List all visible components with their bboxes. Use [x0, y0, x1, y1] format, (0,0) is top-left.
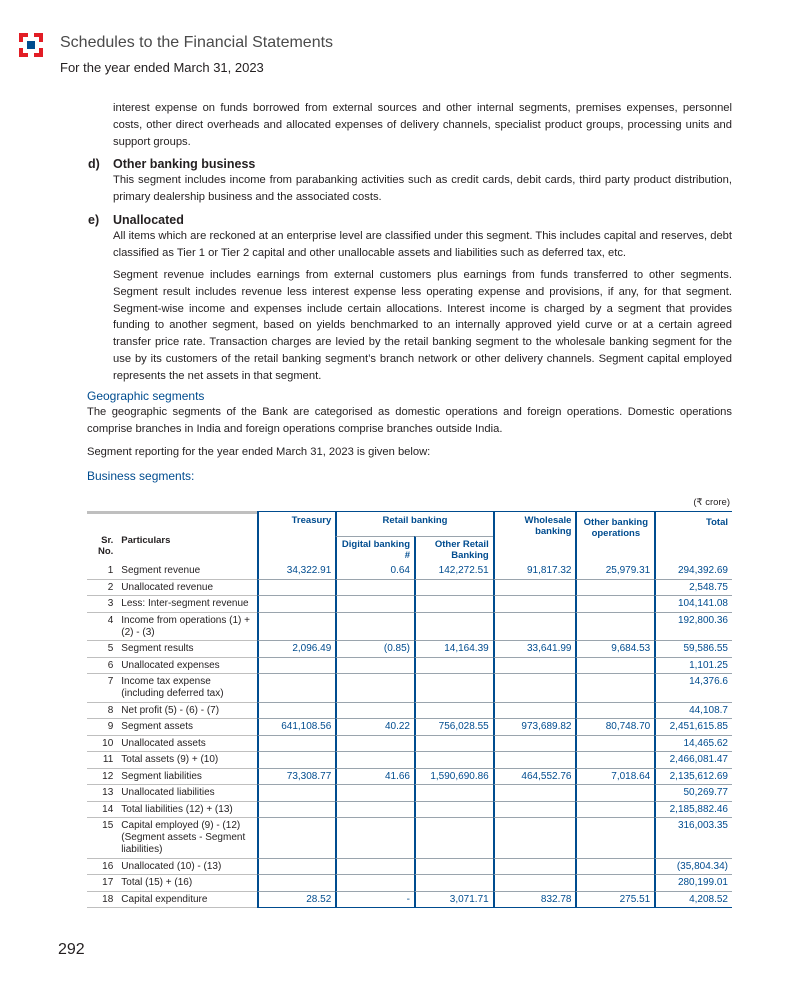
cell-total: 59,586.55: [654, 641, 732, 658]
row-particular: Segment results: [117, 641, 256, 658]
cell-treasury: [257, 875, 336, 892]
table-row: [87, 769, 732, 786]
row-particular: Income from operations (1) + (2) - (3): [117, 613, 256, 642]
cell-other-banking: [575, 785, 654, 802]
row-particular: Segment assets: [117, 719, 256, 736]
col-other-retail: Other Retail Banking: [414, 536, 493, 563]
col-sr-no: Sr. No.: [87, 511, 117, 563]
row-particular: Total (15) + (16): [117, 875, 256, 892]
cell-digital: [335, 752, 414, 769]
table-row: [87, 658, 732, 675]
cell-total: 1,101.25: [654, 658, 732, 675]
cell-other-retail: [414, 613, 493, 642]
table-row: [87, 802, 732, 819]
cell-other-banking: 25,979.31: [575, 563, 654, 580]
cell-other-retail: [414, 752, 493, 769]
cell-treasury: 34,322.91: [257, 563, 336, 580]
cell-other-retail: 1,590,690.86: [414, 769, 493, 786]
cell-digital: [335, 859, 414, 876]
cell-wholesale: [493, 736, 576, 753]
cell-total: 44,108.7: [654, 703, 732, 720]
table-row: [87, 596, 732, 613]
cell-digital: (0.85): [335, 641, 414, 658]
row-particular: Income tax expense (including deferred tax): [117, 674, 256, 703]
cell-total: 316,003.35: [654, 818, 732, 859]
cell-digital: [335, 802, 414, 819]
row-particular: Net profit (5) - (6) - (7): [117, 703, 256, 720]
cell-treasury: [257, 802, 336, 819]
cell-other-banking: [575, 580, 654, 597]
cell-total: 294,392.69: [654, 563, 732, 580]
row-particular: Total assets (9) + (10): [117, 752, 256, 769]
geographic-segments-heading: Geographic segments: [87, 389, 205, 403]
cell-treasury: [257, 703, 336, 720]
cell-other-retail: 14,164.39: [414, 641, 493, 658]
cell-other-banking: [575, 658, 654, 675]
cell-treasury: 73,308.77: [257, 769, 336, 786]
row-sr-no: 15: [87, 818, 117, 859]
table-row: [87, 859, 732, 876]
section-d-title: Other banking business: [113, 157, 256, 171]
cell-other-banking: [575, 875, 654, 892]
cell-treasury: [257, 752, 336, 769]
section-e-title: Unallocated: [113, 213, 184, 227]
table-row: [87, 674, 732, 703]
cell-wholesale: [493, 658, 576, 675]
cell-total: 2,451,615.85: [654, 719, 732, 736]
cell-digital: [335, 875, 414, 892]
table-row: [87, 641, 732, 658]
cell-other-banking: [575, 818, 654, 859]
cell-other-retail: [414, 785, 493, 802]
cell-wholesale: 464,552.76: [493, 769, 576, 786]
cell-other-banking: 80,748.70: [575, 719, 654, 736]
row-sr-no: 17: [87, 875, 117, 892]
table-body: [87, 563, 732, 908]
page-header-subtitle: For the year ended March 31, 2023: [60, 60, 264, 75]
cell-wholesale: [493, 752, 576, 769]
cell-wholesale: [493, 818, 576, 859]
currency-unit: (₹ crore): [693, 497, 730, 508]
row-sr-no: 13: [87, 785, 117, 802]
cell-total: 2,135,612.69: [654, 769, 732, 786]
cell-wholesale: [493, 580, 576, 597]
cell-total: 280,199.01: [654, 875, 732, 892]
cell-digital: [335, 674, 414, 703]
section-e-letter: e): [88, 213, 100, 227]
row-sr-no: 14: [87, 802, 117, 819]
row-sr-no: 7: [87, 674, 117, 703]
cell-other-banking: [575, 613, 654, 642]
cell-wholesale: [493, 703, 576, 720]
col-treasury: Treasury: [257, 511, 336, 563]
cell-digital: [335, 580, 414, 597]
cell-treasury: [257, 674, 336, 703]
row-particular: Capital employed (9) - (12) (Segment assets - Segment liabilities): [117, 818, 256, 859]
segment-reporting-text: Segment reporting for the year ended March 31, 2023 is given below:: [87, 446, 431, 458]
cell-total: 2,185,882.46: [654, 802, 732, 819]
cell-total: 4,208.52: [654, 892, 732, 909]
table-row: [87, 703, 732, 720]
cell-other-banking: [575, 752, 654, 769]
cell-total: 14,376.6: [654, 674, 732, 703]
row-sr-no: 8: [87, 703, 117, 720]
col-wholesale: Wholesale banking: [493, 511, 576, 563]
cell-treasury: [257, 785, 336, 802]
cell-wholesale: 832.78: [493, 892, 576, 909]
cell-wholesale: 33,641.99: [493, 641, 576, 658]
table-row: [87, 875, 732, 892]
row-particular: Unallocated liabilities: [117, 785, 256, 802]
cell-digital: [335, 785, 414, 802]
row-particular: Unallocated (10) - (13): [117, 859, 256, 876]
cell-wholesale: [493, 613, 576, 642]
col-digital-banking: Digital banking #: [335, 536, 414, 563]
section-d-letter: d): [88, 157, 100, 171]
row-sr-no: 10: [87, 736, 117, 753]
business-segments-table: [87, 511, 732, 908]
cell-wholesale: [493, 802, 576, 819]
table-row: [87, 580, 732, 597]
row-sr-no: 9: [87, 719, 117, 736]
row-sr-no: 12: [87, 769, 117, 786]
cell-total: 14,465.62: [654, 736, 732, 753]
table-row: [87, 613, 732, 642]
cell-total: 50,269.77: [654, 785, 732, 802]
row-sr-no: 6: [87, 658, 117, 675]
cell-other-banking: 7,018.64: [575, 769, 654, 786]
cell-other-retail: 756,028.55: [414, 719, 493, 736]
cell-treasury: [257, 658, 336, 675]
cell-other-banking: [575, 802, 654, 819]
cell-wholesale: [493, 674, 576, 703]
cell-treasury: [257, 859, 336, 876]
cell-other-retail: 142,272.51: [414, 563, 493, 580]
cell-digital: [335, 703, 414, 720]
row-sr-no: 3: [87, 596, 117, 613]
cell-total: 2,466,081.47: [654, 752, 732, 769]
cell-digital: [335, 736, 414, 753]
cell-other-retail: [414, 596, 493, 613]
row-sr-no: 1: [87, 563, 117, 580]
row-sr-no: 11: [87, 752, 117, 769]
business-segments-heading: Business segments:: [87, 469, 195, 483]
cell-treasury: [257, 580, 336, 597]
row-particular: Segment revenue: [117, 563, 256, 580]
bank-logo-icon: [19, 33, 43, 57]
cell-digital: [335, 658, 414, 675]
row-particular: Unallocated expenses: [117, 658, 256, 675]
cell-other-retail: [414, 859, 493, 876]
cell-wholesale: [493, 875, 576, 892]
cell-digital: 41.66: [335, 769, 414, 786]
cell-wholesale: [493, 859, 576, 876]
cell-treasury: 28.52: [257, 892, 336, 909]
row-sr-no: 16: [87, 859, 117, 876]
cell-digital: [335, 596, 414, 613]
cell-other-banking: [575, 596, 654, 613]
table-row: [87, 892, 732, 909]
section-e-text: All items which are reckoned at an enterprise level are classified under this segment. This includes capital and reserves, debt classified as Tier 1 or Tier 2 capital and other unallocable assets and liabilities such as deferred tax, etc.: [113, 230, 732, 259]
table-row: [87, 785, 732, 802]
page-header-title: Schedules to the Financial Statements: [60, 34, 334, 51]
cell-total: (35,804.34): [654, 859, 732, 876]
cell-treasury: [257, 736, 336, 753]
table-row: [87, 719, 732, 736]
row-particular: Capital expenditure: [117, 892, 256, 909]
cell-other-banking: [575, 736, 654, 753]
table-row: [87, 752, 732, 769]
table-row: [87, 563, 732, 580]
cell-other-retail: [414, 802, 493, 819]
cell-other-retail: [414, 658, 493, 675]
cell-treasury: [257, 818, 336, 859]
cell-wholesale: 973,689.82: [493, 719, 576, 736]
cell-digital: 40.22: [335, 719, 414, 736]
cell-other-retail: [414, 736, 493, 753]
col-retail-banking: Retail banking: [335, 511, 492, 536]
col-particulars: Particulars: [117, 511, 256, 563]
row-sr-no: 18: [87, 892, 117, 909]
row-sr-no: 2: [87, 580, 117, 597]
table-row: [87, 818, 732, 859]
row-particular: Total liabilities (12) + (13): [117, 802, 256, 819]
row-particular: Unallocated assets: [117, 736, 256, 753]
row-sr-no: 4: [87, 613, 117, 642]
segment-description: Segment revenue includes earnings from external customers plus earnings from funds transferred to other segments. Segment result includes revenue less interest expense less operating expense and provisions, if any, for that segment. Segment-wise income and expenses include certain allocations. Interest income is charged by a segment that provides funding to another segment, based on yields benchmarked to an internally approved yield curve or at a certain agreed transfer price rate. Transaction charges are levied by the retail banking segment to the wholesale banking segment for the use by its customers of the retail banking segment’s branch network or other delivery channels. Segment capital employed represents the net assets in that segment.: [113, 269, 732, 382]
paragraph-interest-expense: interest expense on funds borrowed from external sources and other internal segments, premises expenses, personnel costs, other direct overheads and allocated expenses of delivery channels, specialist product groups, processing units and support groups.: [113, 102, 732, 148]
cell-other-banking: [575, 703, 654, 720]
cell-other-banking: 275.51: [575, 892, 654, 909]
cell-other-retail: [414, 674, 493, 703]
cell-digital: [335, 818, 414, 859]
cell-wholesale: 91,817.32: [493, 563, 576, 580]
table-row: [87, 736, 732, 753]
cell-other-retail: [414, 875, 493, 892]
cell-treasury: 2,096.49: [257, 641, 336, 658]
row-particular: Segment liabilities: [117, 769, 256, 786]
cell-other-retail: [414, 580, 493, 597]
row-particular: Unallocated revenue: [117, 580, 256, 597]
cell-digital: [335, 613, 414, 642]
cell-digital: 0.64: [335, 563, 414, 580]
cell-total: 2,548.75: [654, 580, 732, 597]
cell-total: 192,800.36: [654, 613, 732, 642]
cell-treasury: 641,108.56: [257, 719, 336, 736]
cell-other-banking: [575, 674, 654, 703]
page-number: 292: [58, 941, 85, 958]
cell-treasury: [257, 613, 336, 642]
cell-other-banking: [575, 859, 654, 876]
cell-other-retail: [414, 818, 493, 859]
col-total: Total: [654, 511, 732, 563]
col-other-banking: Other banking operations: [575, 511, 654, 563]
cell-digital: -: [335, 892, 414, 909]
cell-other-retail: [414, 703, 493, 720]
cell-wholesale: [493, 785, 576, 802]
geographic-segments-text: The geographic segments of the Bank are categorised as domestic operations and foreign operations. Domestic operations comprise branches in India and foreign operations comprise branches outside India.: [87, 406, 732, 435]
row-sr-no: 5: [87, 641, 117, 658]
cell-total: 104,141.08: [654, 596, 732, 613]
cell-wholesale: [493, 596, 576, 613]
cell-treasury: [257, 596, 336, 613]
section-d-text: This segment includes income from parabanking activities such as credit cards, debit cards, third party product distribution, primary dealership business and the associated costs.: [113, 174, 732, 203]
row-particular: Less: Inter-segment revenue: [117, 596, 256, 613]
cell-other-retail: 3,071.71: [414, 892, 493, 909]
cell-other-banking: 9,684.53: [575, 641, 654, 658]
